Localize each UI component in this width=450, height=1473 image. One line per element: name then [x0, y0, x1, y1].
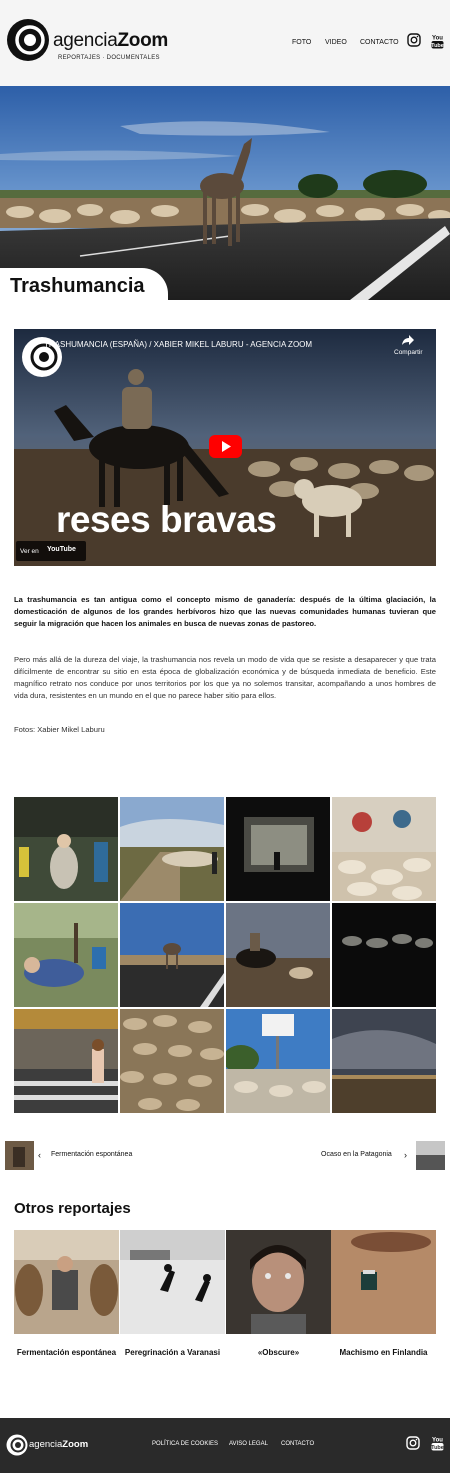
article-lead: La trashumancia es tan antigua como el concepto mismo de ganadería: después de la última glaciación, la domesticación de algunos de los grandes herbívoros hizo que las nuevas comunidades humanas tuvieran que seguir la migración que hacen los animales en busca de nuevas zonas de pastoreo. [14, 595, 436, 628]
gallery-photo[interactable] [226, 797, 330, 901]
gallery-photo[interactable] [332, 797, 436, 901]
gallery-photo[interactable] [226, 1009, 330, 1113]
video-overlay-text: reses bravas [56, 499, 277, 540]
nav-contacto-link[interactable]: CONTACTO [360, 39, 399, 46]
youtube-icon[interactable] [431, 33, 444, 49]
footer-brand-wordmark[interactable]: agenciaZoom [29, 1439, 89, 1450]
footer-cookies-link[interactable]: POLÍTICA DE COOKIES [152, 1441, 219, 1447]
play-button[interactable] [209, 435, 242, 458]
report-card-title[interactable]: «Obscure» [257, 1348, 300, 1357]
next-report-link[interactable]: Ocaso en la Patagonia [321, 1151, 392, 1158]
prev-report-thumbnail[interactable] [5, 1141, 34, 1170]
report-card-title[interactable]: Machismo en Finlandia [339, 1348, 428, 1357]
brand-wordmark[interactable]: agenciaZoom [53, 30, 168, 51]
svg-text:You: You [432, 1437, 443, 1444]
svg-text:Tube: Tube [431, 43, 444, 49]
footer-legal-link[interactable]: AVISO LEGAL [229, 1441, 268, 1447]
prev-report-link[interactable]: Fermentación espontánea [51, 1151, 133, 1158]
article-body: Pero más allá de la dureza del viaje, la trashumancia nos revela un modo de vida que se resiste a desaparecer y que trata difícilmente de encontrar su sitio en esta época de globalización económica y de búsqueda inmediata de beneficio. Este magnífico retrato nos conduce por unos territorios por los que ya no solemos transitar, acompañando a unos hombres de vida dura, resistentes en un mundo en el que no parece haber sitio para ellos. [14, 655, 436, 700]
gallery-photo[interactable] [332, 903, 436, 1007]
nav-foto-link[interactable]: FOTO [292, 39, 312, 46]
other-reports-heading: Otros reportajes [14, 1200, 131, 1217]
nav-video-link[interactable]: VIDEO [325, 39, 347, 46]
gallery-photo[interactable] [120, 1009, 224, 1113]
footer-youtube-icon[interactable] [431, 1435, 444, 1451]
gallery-photo[interactable] [14, 797, 118, 901]
gallery-photo[interactable] [14, 903, 118, 1007]
gallery-photo[interactable] [332, 1009, 436, 1113]
chevron-right-icon[interactable]: › [404, 1150, 407, 1160]
photo-gallery [14, 797, 436, 1113]
next-report-thumbnail[interactable] [416, 1141, 445, 1170]
video-title[interactable]: TRASHUMANCIA (ESPAÑA) / XABIER MIKEL LABURU - AGENCIA ZOOM [44, 340, 313, 349]
page-title: Trashumancia [10, 275, 145, 297]
share-icon[interactable] [401, 334, 415, 346]
instagram-icon[interactable] [407, 33, 421, 47]
chevron-left-icon[interactable]: ‹ [38, 1150, 41, 1160]
gallery-photo[interactable] [120, 797, 224, 901]
svg-text:You: You [432, 35, 443, 42]
report-card-thumbnail[interactable] [226, 1230, 331, 1334]
report-card-thumbnail[interactable] [120, 1230, 225, 1334]
agencia-zoom-logo-icon[interactable] [6, 18, 50, 62]
brand-tagline: REPORTAJES · DOCUMENTALES [58, 55, 160, 61]
gallery-photo[interactable] [226, 903, 330, 1007]
youtube-brand-label: YouTube [47, 546, 76, 553]
share-button[interactable]: Compartir [394, 349, 423, 356]
report-card-title[interactable]: Peregrinación a Varanasi [124, 1348, 221, 1357]
footer-logo-icon[interactable] [6, 1434, 28, 1456]
footer-instagram-icon[interactable] [406, 1436, 420, 1450]
report-card-thumbnail[interactable] [331, 1230, 436, 1334]
report-card-thumbnail[interactable] [14, 1230, 119, 1334]
gallery-photo[interactable] [14, 1009, 118, 1113]
svg-text:Tube: Tube [431, 1445, 444, 1451]
watch-on-label: Ver en [20, 548, 39, 555]
footer-contact-link[interactable]: CONTACTO [281, 1441, 315, 1447]
photo-credit: Fotos: Xabier Mikel Laburu [14, 725, 105, 734]
gallery-photo[interactable] [120, 903, 224, 1007]
report-card-title[interactable]: Fermentación espontánea [16, 1348, 117, 1357]
